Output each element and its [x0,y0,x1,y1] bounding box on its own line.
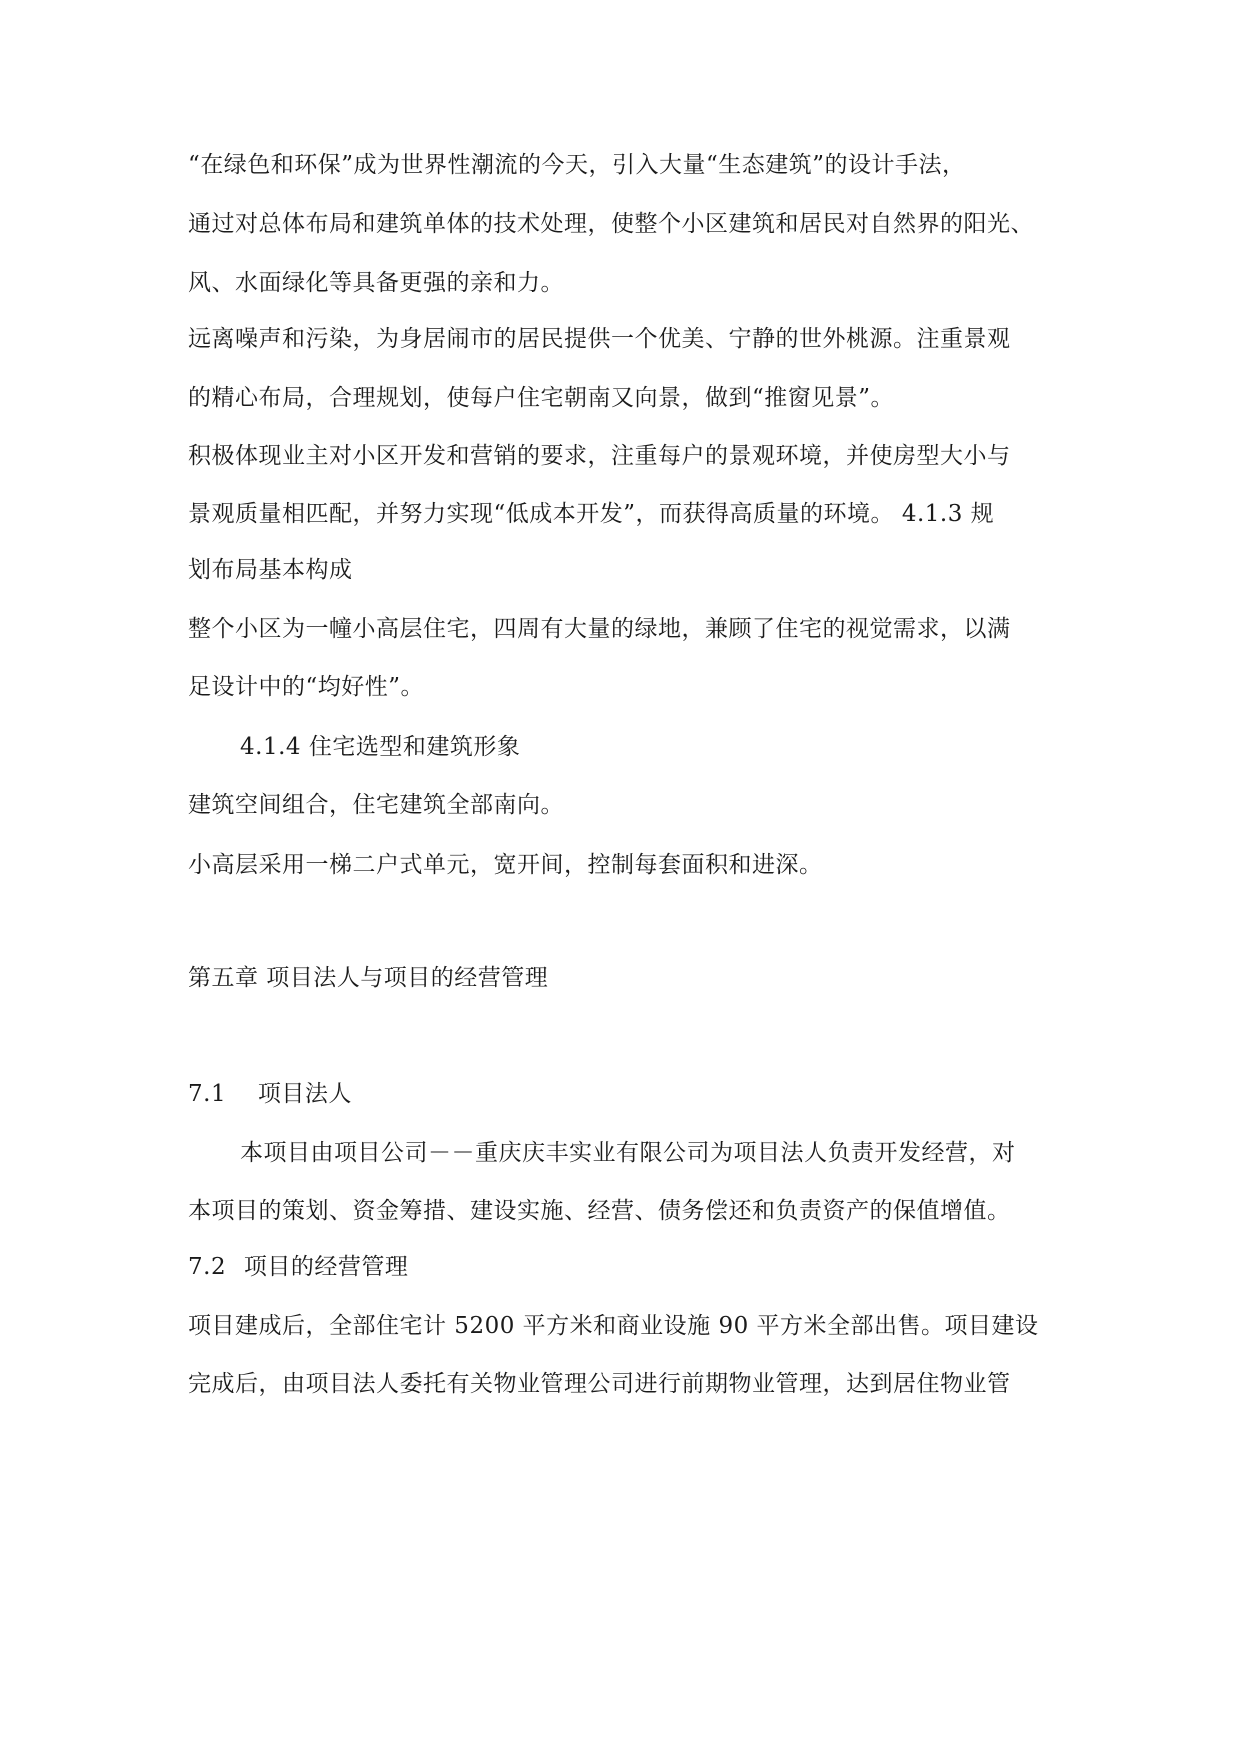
paragraph-line: “在绿色和环保”成为世界性潮流的今天，引入大量“生态建筑”的设计手法， [188,152,966,178]
section-heading-7-1 [188,1079,1068,1109]
paragraph-line: 足设计中的“均好性”。 [188,674,425,700]
paragraph-line: 整个小区为一幢小高层住宅，四周有大量的绿地，兼顾了住宅的视觉需求，以满 [188,616,1011,642]
paragraph-line: 小高层采用一梯二户式单元，宽开间，控制每套面积和进深。 [188,852,823,878]
section-heading-7-2 [188,1252,1068,1282]
paragraph-line: 通过对总体布局和建筑单体的技术处理，使整个小区建筑和居民对自然界的阳光、 [188,211,1034,237]
paragraph-line: 项目建成后，全部住宅计 5200 平方米和商业设施 90 平方米全部出售。项目建设 [188,1313,1039,1339]
section-title: 项目的经营管理 [243,1254,409,1280]
section-title: 项目法人 [257,1081,352,1107]
paragraph-line: 建筑空间组合，住宅建筑全部南向。 [188,792,564,818]
paragraph-line: 积极体现业主对小区开发和营销的要求，注重每户的景观环境，并使房型大小与 [188,443,1011,469]
section-number: 7.2 [188,1254,227,1280]
subsection-heading: 4.1.4 住宅选型和建筑形象 [240,734,521,760]
paragraph-line: 划布局基本构成 [188,557,353,583]
paragraph-line: 本项目的策划、资金筹措、建设实施、经营、债务偿还和负责资产的保值增值。 [188,1198,1011,1224]
paragraph-line: 完成后，由项目法人委托有关物业管理公司进行前期物业管理，达到居住物业管 [188,1371,1011,1397]
paragraph-line: 景观质量相匹配，并努力实现“低成本开发”，而获得高质量的环境。 4.1.3 规 [188,501,995,527]
paragraph-line: 的精心布局，合理规划，使每户住宅朝南又向景，做到“推窗见景”。 [188,385,895,411]
paragraph-line: 风、水面绿化等具备更强的亲和力。 [188,270,564,296]
section-number: 7.1 [188,1081,227,1107]
chapter-title: 第五章 项目法人与项目的经营管理 [188,965,549,991]
paragraph-line: 本项目由项目公司－－重庆庆丰实业有限公司为项目法人负责开发经营，对 [240,1140,1016,1166]
paragraph-line: 远离噪声和污染，为身居闹市的居民提供一个优美、宁静的世外桃源。注重景观 [188,326,1011,352]
